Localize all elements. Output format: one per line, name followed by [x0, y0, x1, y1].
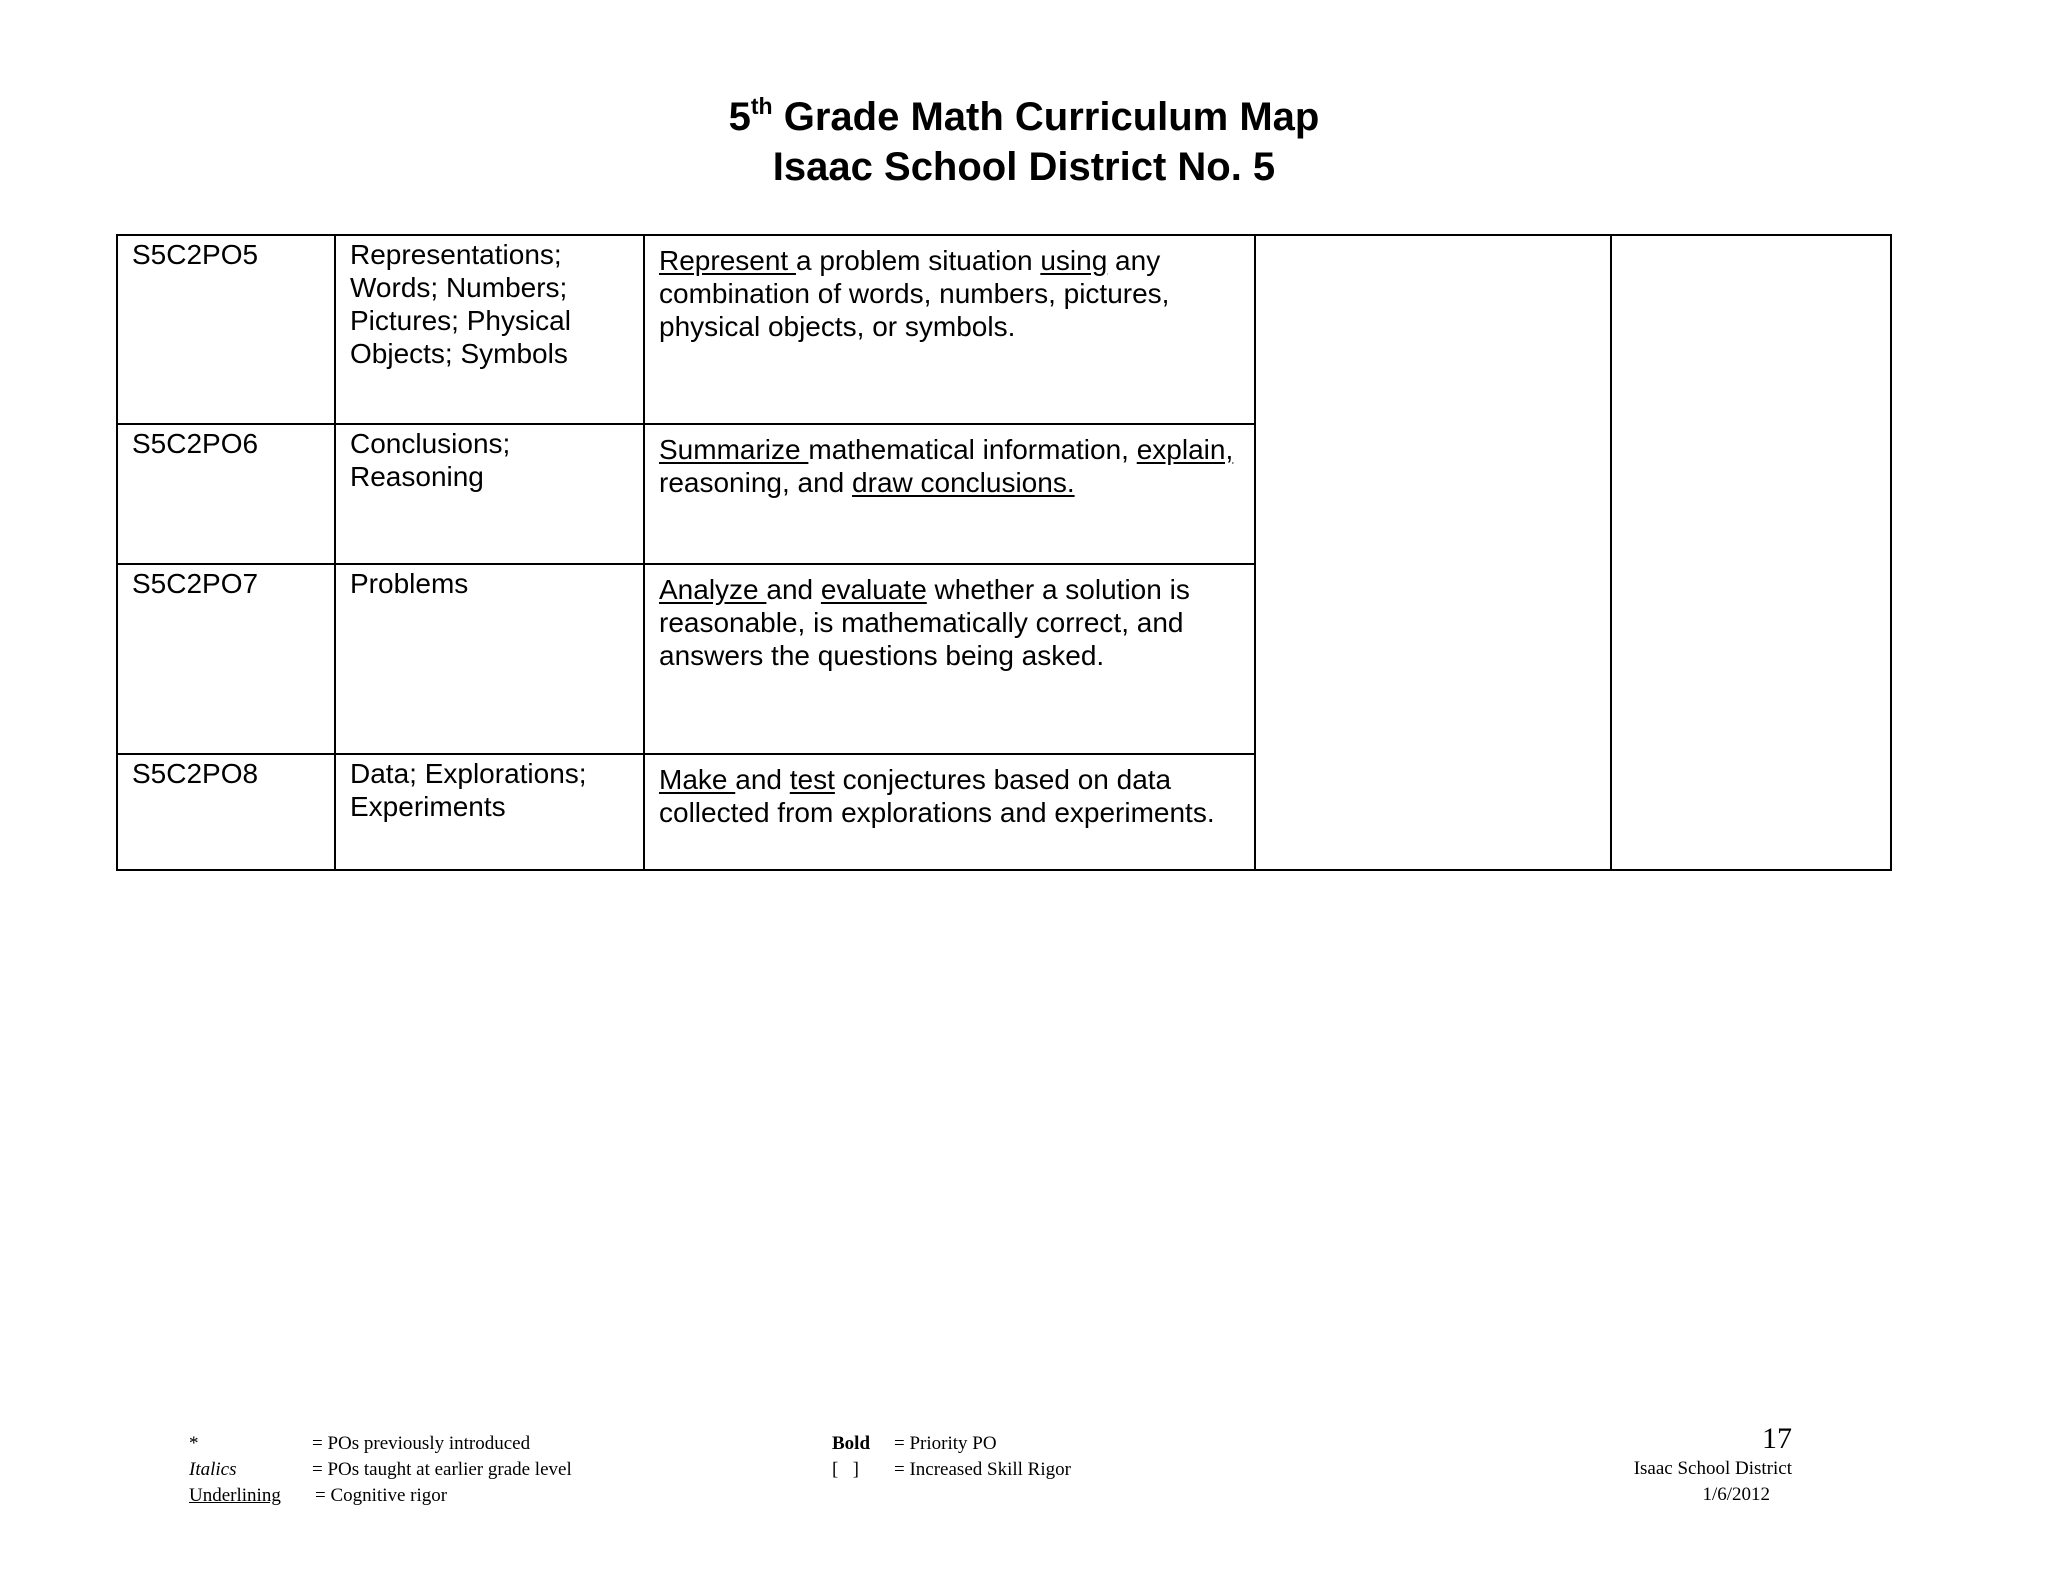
description-cell — [644, 424, 1255, 564]
legend-middle — [832, 1431, 1152, 1485]
description-cell — [644, 235, 1255, 424]
topic-cell: Data; Explorations; Experiments — [335, 754, 644, 870]
page-subtitle: Isaac School District No. 5 — [772, 145, 1276, 189]
underlined-verb: Make — [659, 764, 736, 795]
underlined-verb: using — [1040, 245, 1108, 276]
legend-symbol-brackets: [ ] — [832, 1459, 859, 1480]
document-date: 1/6/2012 — [1702, 1484, 1770, 1505]
po-code-cell: S5C2PO8 — [117, 754, 335, 870]
legend-symbol-bold: Bold — [832, 1433, 871, 1454]
description-cell — [644, 564, 1255, 754]
page-title — [0, 92, 2048, 142]
title-grade-suffix: th — [750, 93, 773, 119]
legend-row — [189, 1457, 689, 1483]
legend-definition: = Increased Skill Rigor — [894, 1459, 1071, 1480]
district-name: Isaac School District — [1633, 1458, 1792, 1479]
underlined-verb: draw conclusions. — [852, 467, 1075, 498]
empty-column-cell — [1611, 235, 1891, 870]
legend-definition: = Cognitive rigor — [315, 1485, 448, 1506]
legend-left — [189, 1431, 689, 1511]
description-cell — [644, 754, 1255, 870]
empty-column-cell — [1255, 235, 1611, 870]
underlined-verb: Summarize — [659, 434, 809, 465]
description-text: mathematical information, — [808, 434, 1137, 465]
description-text: whether a solution is reasonable, is mathematically correct, and answers the questions being asked. — [659, 574, 1190, 671]
legend-definition: = POs taught at earlier grade level — [312, 1459, 572, 1480]
page-info — [1560, 1422, 1792, 1512]
po-code-cell: S5C2PO5 — [117, 235, 335, 424]
po-code-cell: S5C2PO6 — [117, 424, 335, 564]
legend-row — [189, 1483, 689, 1509]
page-header — [0, 92, 2048, 192]
description-text: a problem situation — [795, 245, 1041, 276]
underlined-verb: Represent — [659, 245, 796, 276]
table-row — [117, 235, 1891, 424]
curriculum-table — [116, 234, 1892, 871]
legend-definition: = POs previously introduced — [312, 1433, 531, 1454]
legend-symbol-italics: Italics — [189, 1459, 237, 1480]
po-code-cell: S5C2PO7 — [117, 564, 335, 754]
legend-definition: = Priority PO — [894, 1433, 997, 1454]
legend-symbol-underlining: Underlining — [189, 1485, 281, 1506]
legend-row — [189, 1431, 689, 1457]
page-number: 17 — [1762, 1422, 1792, 1455]
legend-symbol-asterisk: * — [189, 1433, 199, 1454]
title-grade-number: 5 — [728, 95, 751, 139]
title-rest: Grade Math Curriculum Map — [772, 95, 1320, 139]
description-text: and — [766, 574, 821, 605]
description-text: any combination of words, numbers, pictures, physical objects, or symbols. — [659, 245, 1170, 342]
legend-row — [832, 1431, 1152, 1457]
topic-cell: Representations; Words; Numbers; Pictures; Physical Objects; Symbols — [335, 235, 644, 424]
description-text: reasoning, and — [659, 467, 853, 498]
underlined-verb: explain, — [1136, 434, 1234, 465]
description-text: and — [735, 764, 790, 795]
underlined-verb: evaluate — [820, 574, 927, 605]
underlined-verb: test — [789, 764, 835, 795]
topic-cell: Conclusions; Reasoning — [335, 424, 644, 564]
description-text: conjectures based on data collected from explorations and experiments. — [659, 764, 1215, 828]
underlined-verb: Analyze — [659, 574, 767, 605]
topic-cell: Problems — [335, 564, 644, 754]
legend-row — [832, 1457, 1152, 1483]
